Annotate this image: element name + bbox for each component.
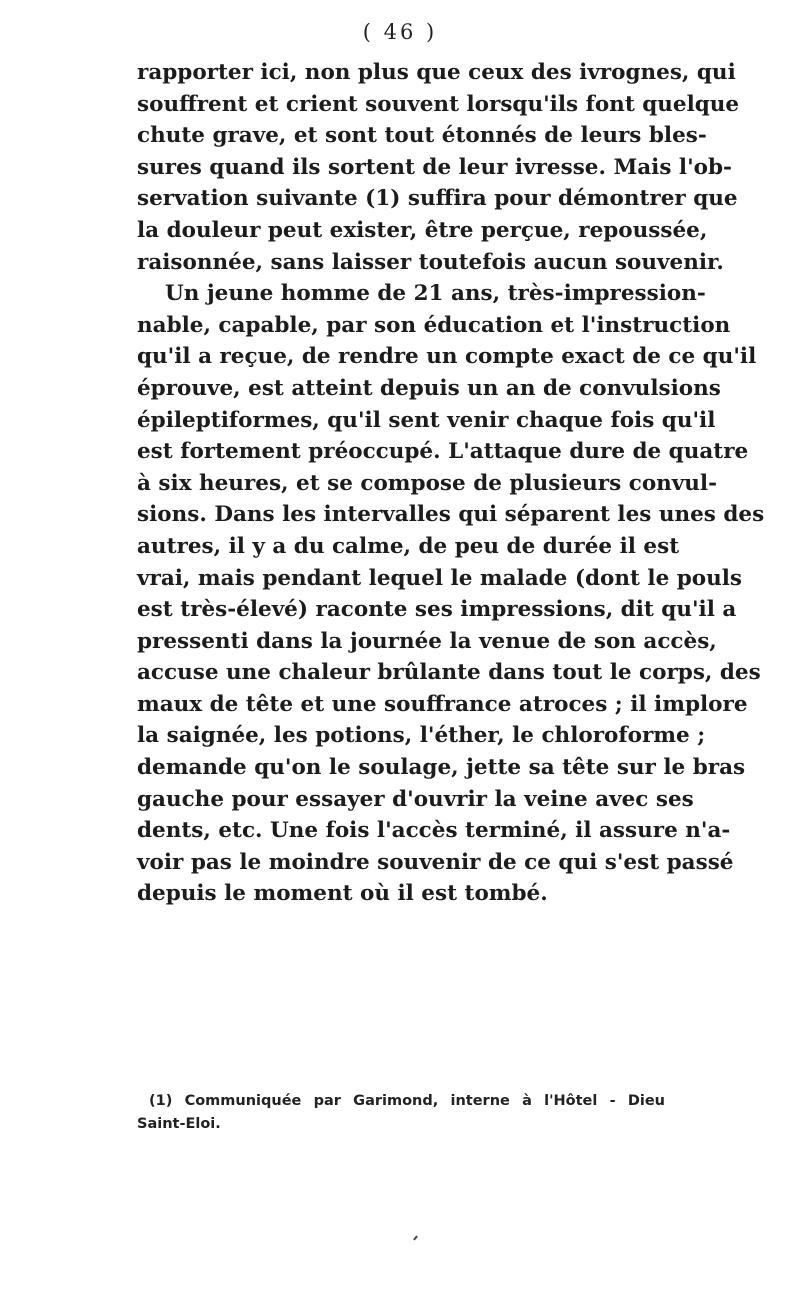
- text-line: sions. Dans les intervalles qui séparent les unes des: [137, 502, 765, 528]
- text-line: est très-élevé) raconte ses impressions, dit qu'il a: [137, 597, 737, 623]
- body-text: [137, 57, 765, 910]
- text-line: voir pas le moindre souvenir de ce qui s'est passé: [137, 849, 734, 875]
- footnote-line: (1) Communiquée par Garimond, interne à l'Hôtel - Dieu: [149, 1093, 665, 1109]
- text-line: autres, il y a du calme, de peu de durée il est: [137, 533, 680, 559]
- text-line: pressenti dans la journée la venue de son accès,: [137, 628, 717, 654]
- text-line: raisonnée, sans laisser toutefois aucun souvenir.: [137, 249, 724, 275]
- text-line: à six heures, et se compose de plusieurs convul-: [137, 470, 718, 496]
- text-line: depuis le moment où il est tombé.: [137, 881, 548, 907]
- text-line: demande qu'on le soulage, jette sa tête sur le bras: [137, 755, 746, 781]
- text-line: vrai, mais pendant lequel le malade (dont le pouls: [137, 565, 743, 591]
- text-line: la douleur peut exister, être perçue, repoussée,: [137, 217, 708, 243]
- text-line: la saignée, les potions, l'éther, le chloroforme ;: [137, 723, 706, 749]
- text-line: dents, etc. Une fois l'accès terminé, il assure n'a-: [137, 818, 731, 844]
- text-line: maux de tête et une souffrance atroces ; il implore: [137, 691, 748, 717]
- text-line: est fortement préoccupé. L'attaque dure de quatre: [137, 439, 749, 465]
- text-line: servation suivante (1) suffira pour démontrer que: [137, 186, 738, 212]
- text-line: rapporter ici, non plus que ceux des ivrognes, qui: [137, 60, 736, 85]
- text-line: qu'il a reçue, de rendre un compte exact de ce qu'il: [137, 344, 757, 370]
- ink-speck: [413, 1235, 418, 1240]
- text-line: éprouve, est atteint depuis un an de convulsions: [137, 375, 721, 401]
- text-line: sures quand ils sortent de leur ivresse. Mais l'ob-: [137, 154, 732, 180]
- text-line: chute grave, et sont tout étonnés de leurs bles-: [137, 123, 707, 149]
- text-line: Un jeune homme de 21 ans, très-impression-: [165, 281, 706, 307]
- text-line: nable, capable, par son éducation et l'instruction: [137, 312, 731, 338]
- text-line: accuse une chaleur brûlante dans tout le corps, des: [137, 660, 761, 686]
- page-number: ( 46 ): [362, 20, 438, 44]
- text-line: épileptiformes, qu'il sent venir chaque fois qu'il: [137, 407, 716, 433]
- text-line: gauche pour essayer d'ouvrir la veine avec ses: [137, 786, 694, 812]
- footnote-line: Saint-Eloi.: [137, 1116, 221, 1132]
- text-line: souffrent et crient souvent lorsqu'ils font quelque: [137, 91, 740, 117]
- footnote: [137, 1090, 665, 1136]
